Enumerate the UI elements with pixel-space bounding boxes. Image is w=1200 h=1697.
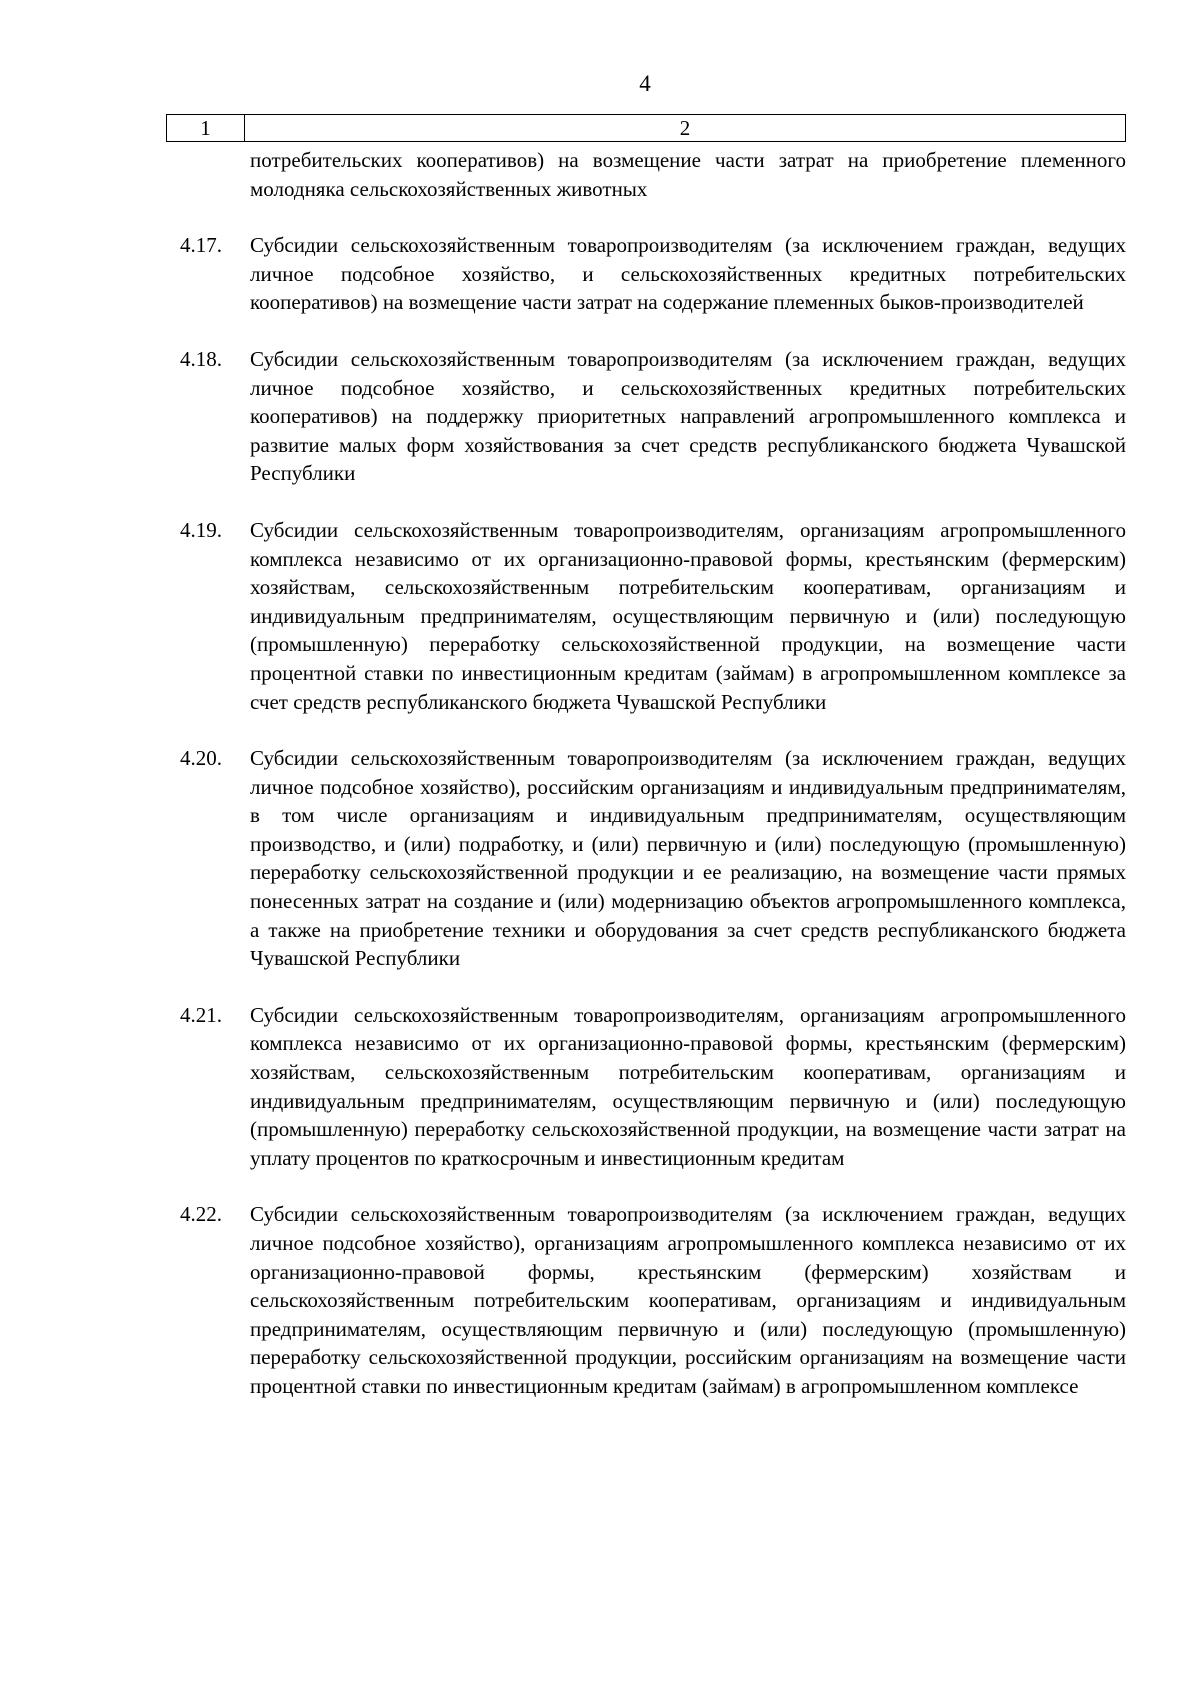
- row-number: 4.20.: [180, 746, 222, 771]
- row-number: 4.17.: [180, 233, 222, 258]
- row-number: 4.22.: [180, 1202, 222, 1227]
- row-text: Субсидии сельскохозяйственным товаропроизводителям, организациям агропромышленного комплекса независимо от их организационно-правовой формы, крестьянским (фермерским) хозяйствам, сельскохозяйственным потребительским кооперативам, организациям и индивидуальным предпринимателям, осуществляющим первичную и (или) последующую (промышленную) переработку сельскохозяйственной продукции, на возмещение части процентной ставки по инвестиционным кредитам (займам) в агропромышленном комплексе за счет средств республиканского бюджета Чувашской Республики: [250, 517, 1126, 714]
- table-row: [166, 744, 1126, 973]
- table-body: [166, 146, 1126, 1401]
- table-row: [166, 1001, 1126, 1173]
- row-text: Субсидии сельскохозяйственным товаропроизводителям, организациям агропромышленного комплекса независимо от их организационно-правовой формы, крестьянским (фермерским) хозяйствам, сельскохозяйственным потребительским кооперативам, организациям и индивидуальным предпринимателям, осуществляющим первичную и (или) последующую (промышленную) переработку сельскохозяйственной продукции, на возмещение части затрат на уплату процентов по краткосрочным и инвестиционным кредитам: [250, 1002, 1126, 1170]
- row-number: 4.19.: [180, 517, 222, 542]
- table-row: [166, 516, 1126, 716]
- row-text: Субсидии сельскохозяйственным товаропроизводителям (за исключением граждан, ведущих личное подсобное хозяйство), организациям агропромышленного комплекса независимо от их организационно-правовой формы, крестьянским (фермерским) хозяйствам и сельскохозяйственным потребительским кооперативам, организациям и индивидуальным предпринимателям, осуществляющим первичную и (или) последующую (промышленную) переработку сельскохозяйственной продукции, российским организациям на возмещение части процентной ставки по инвестиционным кредитам (займам) в агропромышленном комплексе: [250, 1202, 1126, 1398]
- row-text: Субсидии сельскохозяйственным товаропроизводителям (за исключением граждан, ведущих личное подсобное хозяйство), российским организациям и индивидуальным предпринимателям, в том числе организациям и индивидуальным предпринимателям, осуществляющим производство, и (или) подработку, и (или) первичную и (или) последующую (промышленную) переработку сельскохозяйственной продукции и ее реализацию, на возмещение части прямых понесенных затрат на создание и (или) модернизацию объектов агропромышленного комплекса, а также на приобретение техники и оборудования за счет средств республиканского бюджета Чувашской Республики: [250, 746, 1126, 971]
- table-row: [166, 146, 1126, 203]
- table-row: [166, 1200, 1126, 1400]
- row-number: [166, 146, 250, 203]
- table-row: [166, 345, 1126, 488]
- table-header-row: [166, 114, 1126, 142]
- row-text: потребительских кооперативов) на возмещение части затрат на приобретение племенного молодняка сельскохозяйственных животных: [250, 148, 1126, 201]
- row-number: 4.18.: [180, 346, 222, 371]
- row-text: Субсидии сельскохозяйственным товаропроизводителям (за исключением граждан, ведущих личное подсобное хозяйство, и сельскохозяйственных кредитных потребительских кооперативов) на возмещение части затрат на содержание племенных быков-производителей: [250, 233, 1126, 315]
- table-header-col2: 2: [679, 116, 691, 140]
- row-text: Субсидии сельскохозяйственным товаропроизводителям (за исключением граждан, ведущих личное подсобное хозяйство, и сельскохозяйственных кредитных потребительских кооперативов) на поддержку приоритетных направлений агропромышленного комплекса и развитие малых форм хозяйствования за счет средств республиканского бюджета Чувашской Республики: [250, 346, 1126, 486]
- table-header-col1: 1: [167, 115, 245, 141]
- row-number: 4.21.: [180, 1002, 222, 1027]
- page-number: 4: [639, 71, 651, 96]
- table-row: [166, 231, 1126, 317]
